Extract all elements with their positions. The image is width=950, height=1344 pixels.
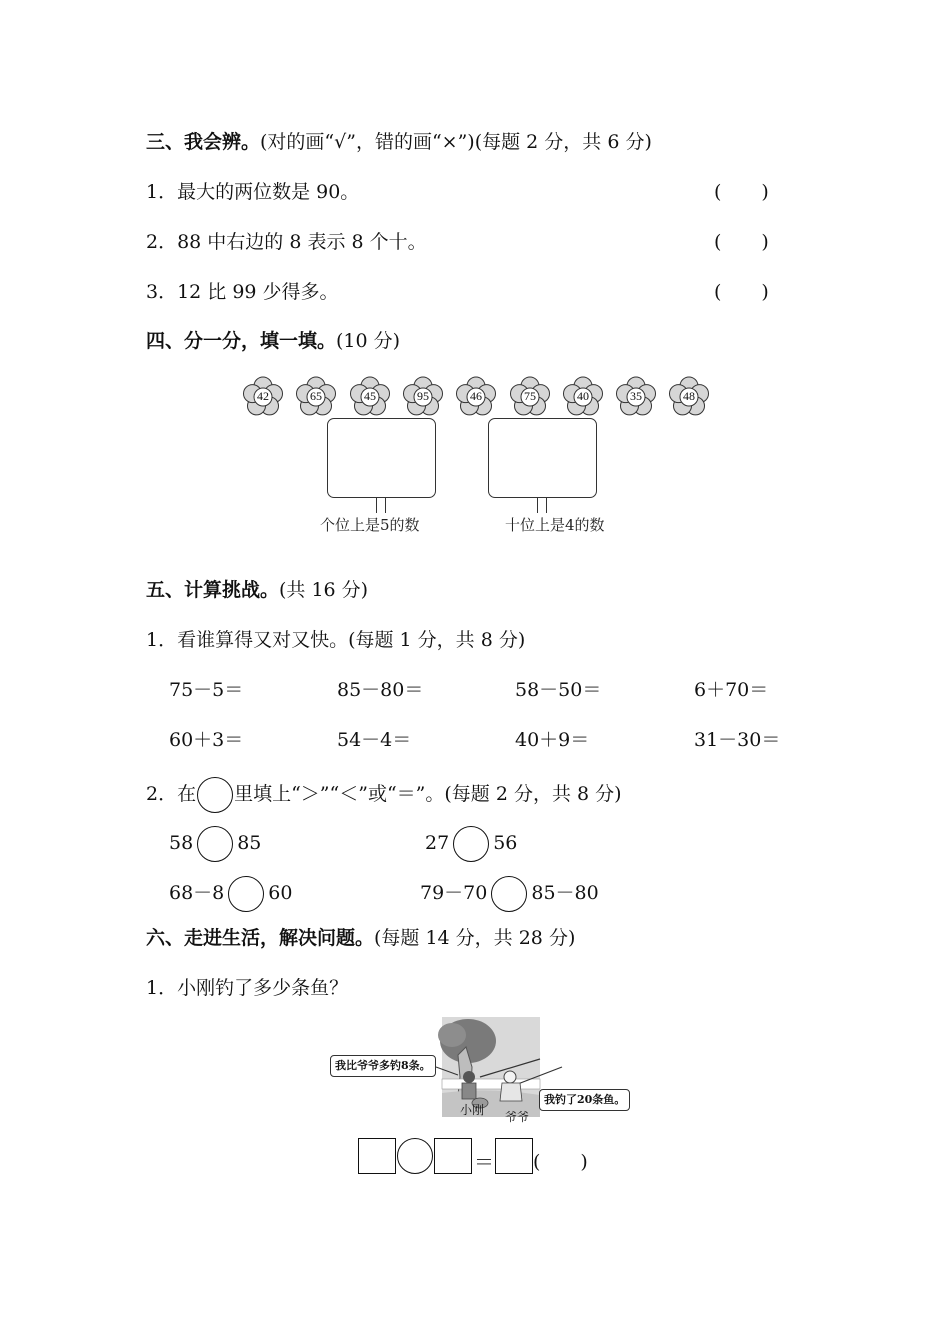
section5-q2-prefix: 2．在 — [146, 783, 197, 805]
flower-number[interactable] — [243, 376, 283, 418]
section3-title: 三、我会辨。 — [146, 131, 261, 153]
compare-left: 58 — [169, 832, 194, 854]
section4-title: 四、分一分，填一填。 — [146, 330, 337, 352]
calc-item: 60＋3＝ — [169, 729, 244, 751]
calc-item: 6＋70＝ — [694, 679, 769, 701]
compare-circle[interactable] — [197, 826, 233, 862]
flower-number-label: 65 — [310, 389, 322, 403]
unit-blank[interactable]: ( ) — [533, 1151, 588, 1173]
flower-number[interactable] — [616, 376, 656, 418]
equation-box-1[interactable] — [358, 1138, 396, 1174]
flower-number[interactable] — [403, 376, 443, 418]
compare-right: 56 — [493, 832, 518, 854]
section5-q2 — [146, 777, 622, 813]
flower-number[interactable] — [510, 376, 550, 418]
answer-blank-3[interactable]: ( ) — [714, 281, 769, 303]
sort-box-tens-4[interactable] — [488, 418, 597, 498]
calc-item: 75－5＝ — [169, 679, 244, 701]
section3-item-2: 2．88 中右边的 8 表示 8 个十。 — [146, 231, 427, 253]
flower-number[interactable] — [456, 376, 496, 418]
section6-note: (每题 14 分，共 28 分) — [374, 927, 576, 949]
section4-note: (10 分) — [336, 330, 401, 352]
sort-box-ones-5[interactable] — [327, 418, 436, 498]
flower-number[interactable] — [563, 376, 603, 418]
flower-number-label: 40 — [577, 389, 589, 403]
section5-q2-suffix: 里填上“＞”“＜”或“＝”。(每题 2 分，共 8 分) — [234, 783, 622, 805]
section3-item-1: 1．最大的两位数是 90。 — [146, 181, 360, 203]
label-xiaogang: 小刚 — [460, 1103, 485, 1117]
section6-q1: 1．小刚钓了多少条鱼？ — [146, 977, 349, 999]
speech-bubble-boy: 我比爷爷多钓8条。 — [330, 1055, 436, 1077]
label-grandpa: 爷爷 — [505, 1110, 530, 1124]
flower-number-label: 45 — [364, 389, 376, 403]
compare-circle[interactable] — [491, 876, 527, 912]
section6-title: 六、走进生活，解决问题。 — [146, 927, 375, 949]
sort-box-label-ones: 个位上是5的数 — [320, 516, 420, 534]
compare-circle[interactable] — [228, 876, 264, 912]
flower-number[interactable] — [296, 376, 336, 418]
calc-item: 40＋9＝ — [515, 729, 590, 751]
answer-blank-1[interactable]: ( ) — [714, 181, 769, 203]
flower-number-label: 35 — [630, 389, 642, 403]
calc-item: 85－80＝ — [337, 679, 424, 701]
flower-number-label: 46 — [470, 389, 482, 403]
speech-bubble-grandpa: 我钓了20条鱼。 — [539, 1089, 630, 1111]
section5-q1: 1．看谁算得又对又快。(每题 1 分，共 8 分) — [146, 629, 526, 651]
section5-note: (共 16 分) — [279, 579, 369, 601]
compare-item — [169, 876, 292, 912]
circle-icon — [197, 777, 233, 813]
section3-heading — [146, 130, 652, 154]
section5-title: 五、计算挑战。 — [146, 579, 280, 601]
section5-heading — [146, 578, 368, 602]
calc-item: 54－4＝ — [337, 729, 412, 751]
calc-item: 58－50＝ — [515, 679, 602, 701]
sign-post — [376, 497, 386, 513]
equation-result-box[interactable] — [495, 1138, 533, 1174]
sign-post — [537, 497, 547, 513]
section3-item-3: 3．12 比 99 少得多。 — [146, 281, 339, 303]
fishing-illustration — [330, 1017, 630, 1125]
equation-box-2[interactable] — [434, 1138, 472, 1174]
compare-circle[interactable] — [453, 826, 489, 862]
compare-item — [425, 826, 517, 862]
compare-left: 79－70 — [420, 882, 488, 904]
flower-number-label: 42 — [257, 389, 269, 403]
equation-operator-circle[interactable] — [397, 1138, 433, 1174]
compare-item — [420, 876, 599, 912]
sort-box-label-tens: 十位上是4的数 — [505, 516, 605, 534]
equals-sign: ＝ — [474, 1150, 494, 1174]
answer-blank-2[interactable]: ( ) — [714, 231, 769, 253]
compare-left: 68－8 — [169, 882, 225, 904]
section6-heading — [146, 926, 575, 950]
compare-item — [169, 826, 261, 862]
flower-number[interactable] — [350, 376, 390, 418]
section4-heading — [146, 329, 400, 353]
compare-right: 60 — [268, 882, 293, 904]
compare-left: 27 — [425, 832, 450, 854]
flower-number[interactable] — [669, 376, 709, 418]
compare-right: 85 — [237, 832, 262, 854]
flower-number-label: 95 — [417, 389, 429, 403]
section3-note: (对的画“√”，错的画“×”)(每题 2 分，共 6 分) — [260, 131, 652, 153]
calc-item: 31－30＝ — [694, 729, 781, 751]
compare-right: 85－80 — [531, 882, 599, 904]
flower-number-label: 48 — [683, 389, 695, 403]
flower-number-label: 75 — [524, 389, 536, 403]
